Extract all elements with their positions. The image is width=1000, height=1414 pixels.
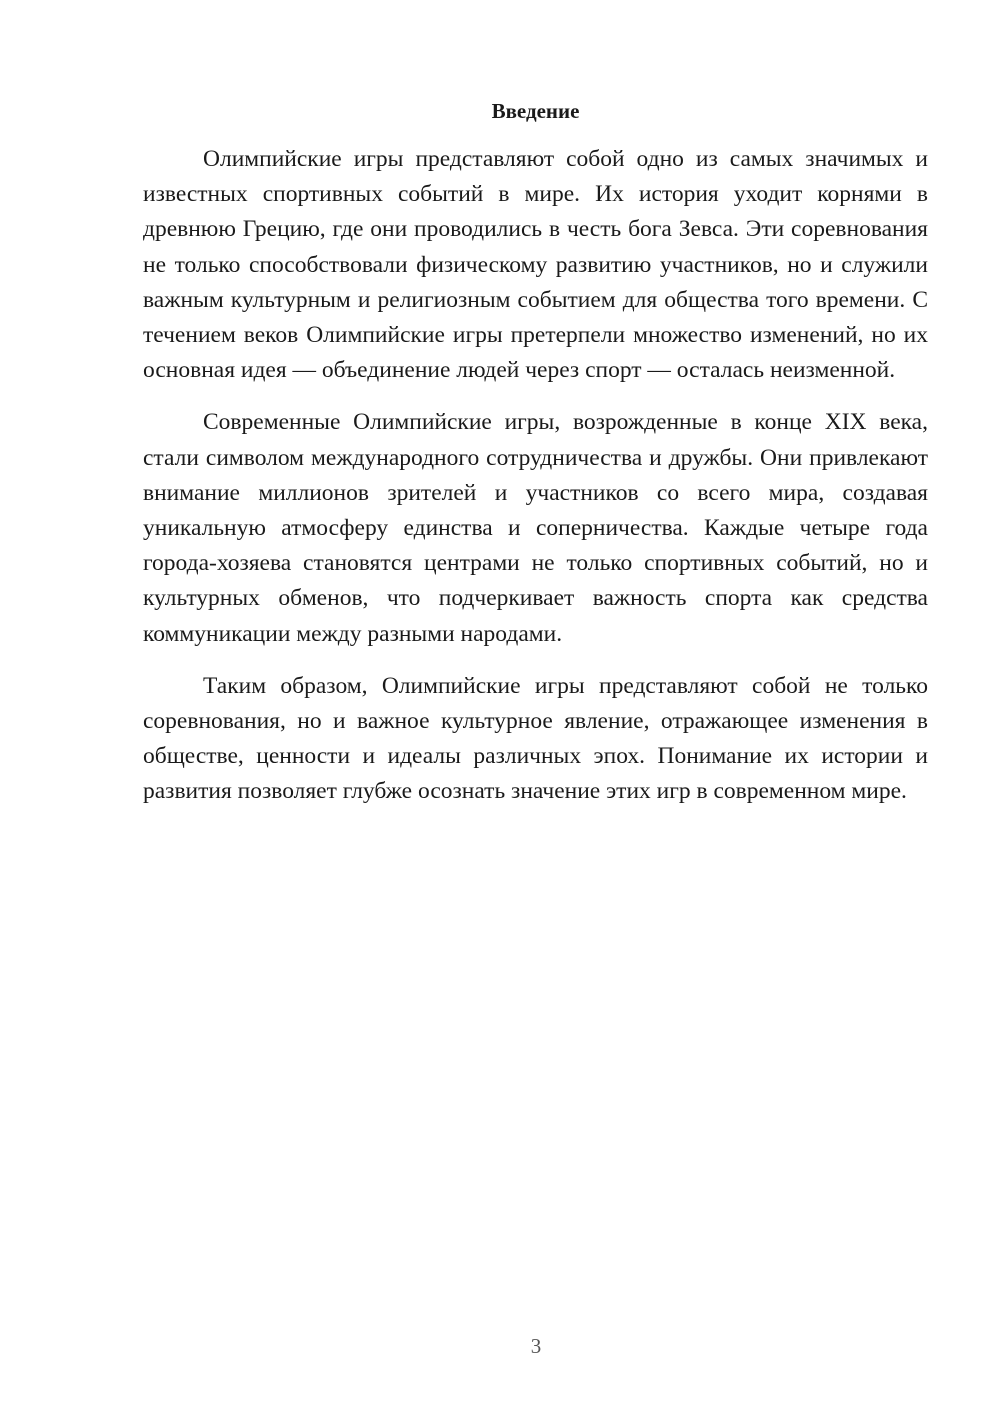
page-number: 3 xyxy=(530,1334,542,1358)
paragraph-3: Таким образом, Олимпийские игры представляют собой не только соревнования, но и важное культурное явление, отражающее изменения в обществе, ценности и идеалы различных эпох. Понимание их истории и развития позволяет глубже осознать значение этих игр в современном мире. xyxy=(143,672,928,805)
paragraph-2: Современные Олимпийские игры, возрожденные в конце XIX века, стали символом международного сотрудничества и дружбы. Они привлекают внимание миллионов зрителей и участников со всего мира, создавая уникальную атмосферу единства и соперничества. Каждые четыре года города-хозяева становятся центрами не только спортивных событий, но и культурных обменов, что подчеркивает важность спорта как средства коммуникации между разными народами. xyxy=(143,409,928,647)
body-text xyxy=(143,142,928,827)
paragraph-1: Олимпийские игры представляют собой одно из самых значимых и известных спортивных событий в мире. Их история уходит корнями в древнюю Грецию, где они проводились в честь бога Зевса. Эти соревнования не только способствовали физическому развитию участников, но и служили важным культурным и религиозным событием для общества того времени. С течением веков Олимпийские игры претерпели множество изменений, но их основная идея — объединение людей через спорт — осталась неизменной. xyxy=(143,146,928,384)
section-title: Введение xyxy=(491,99,580,123)
